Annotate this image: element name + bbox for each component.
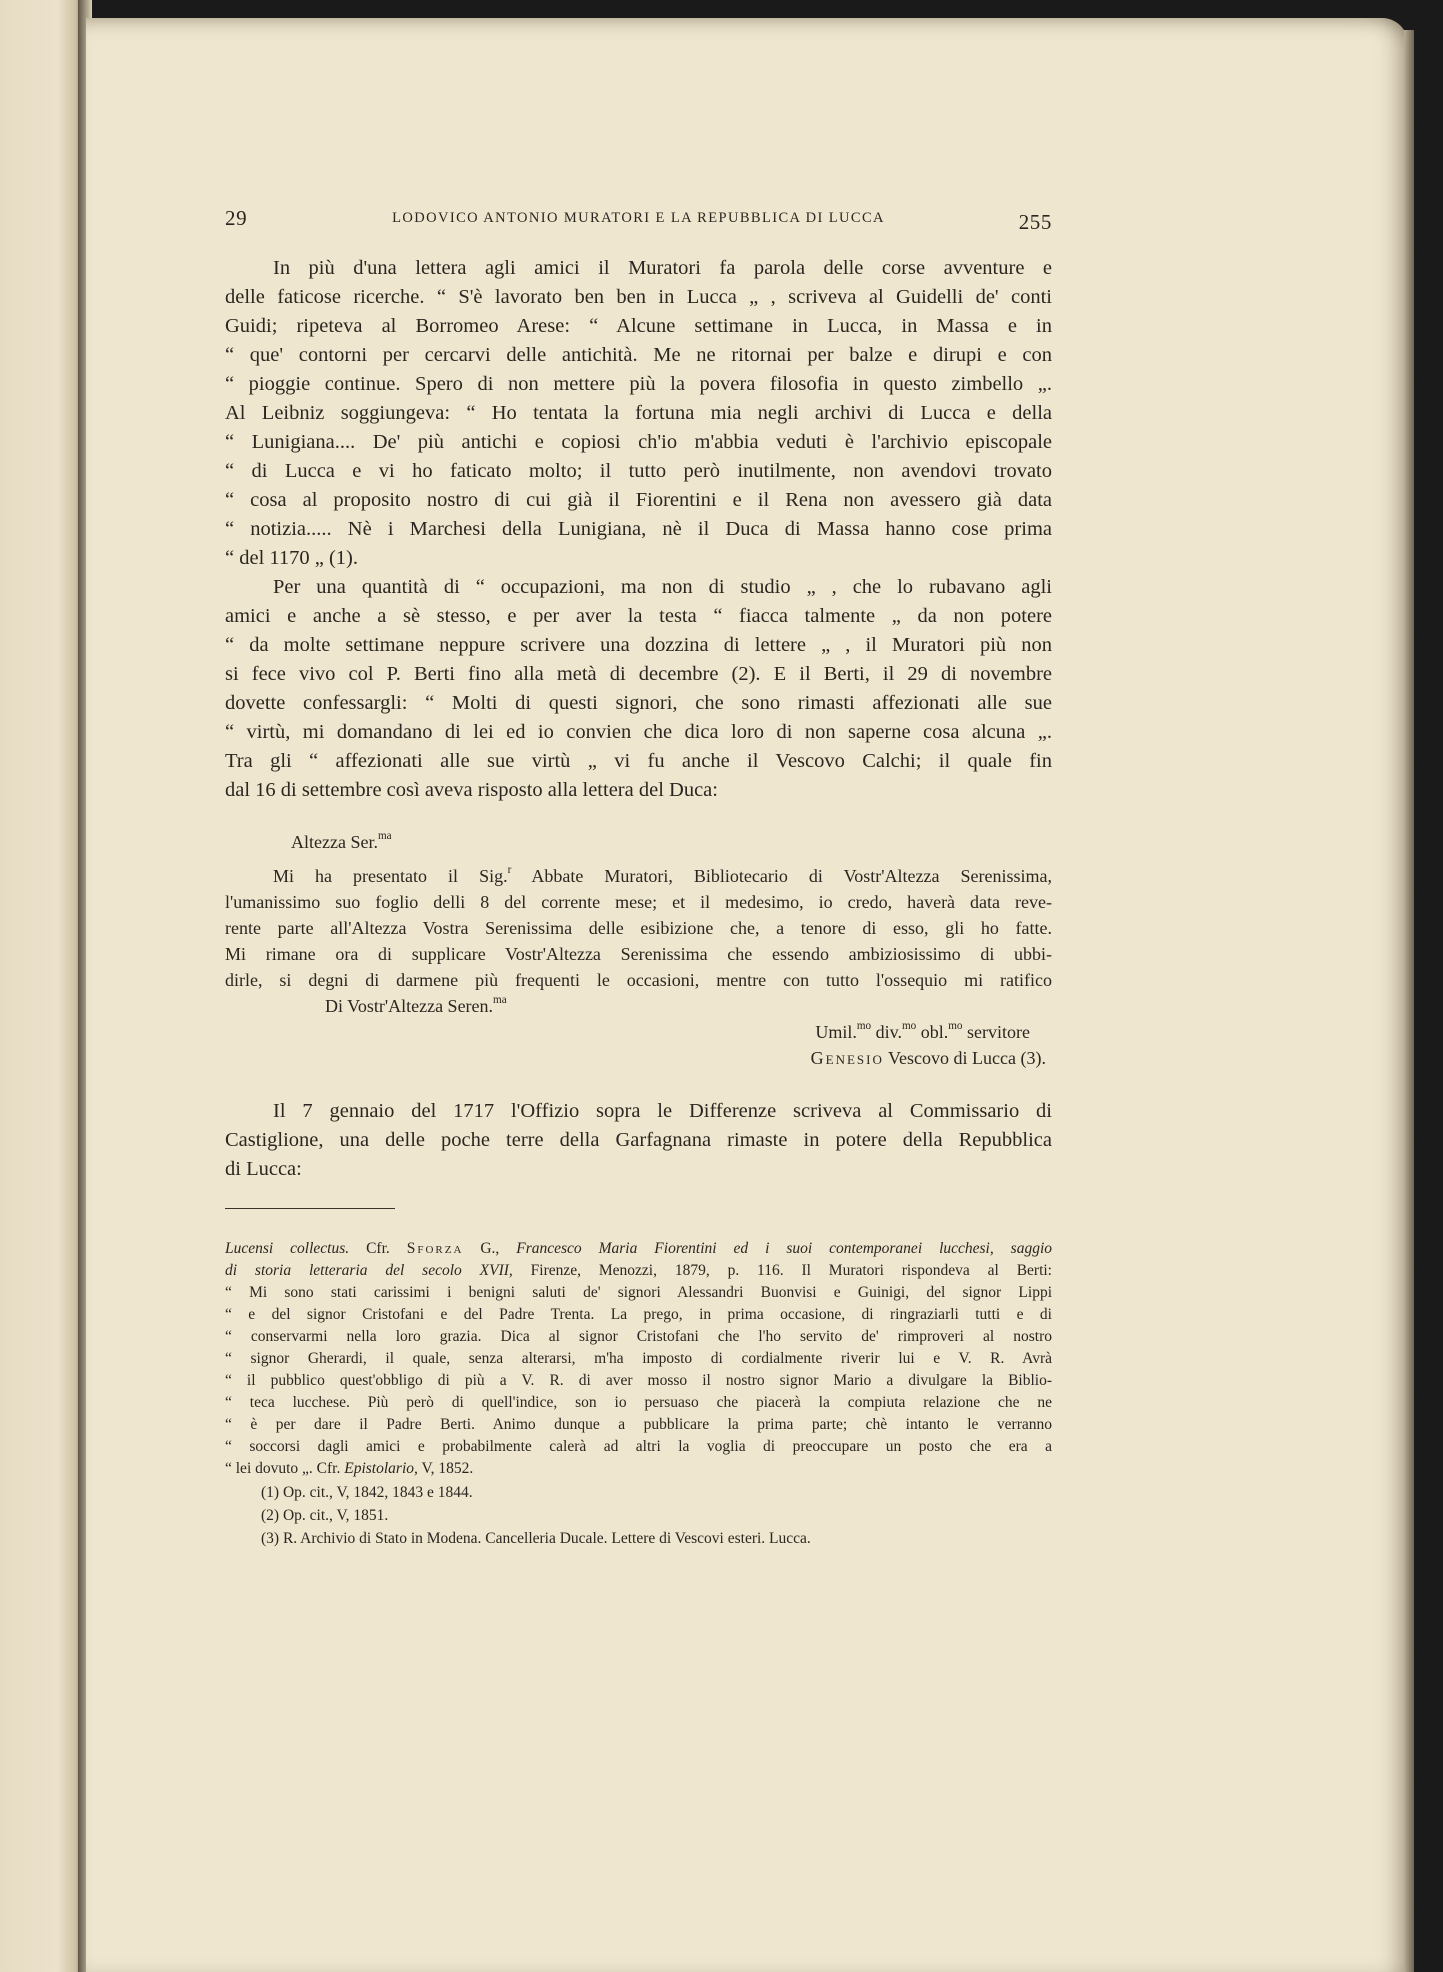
page-number: 255 <box>1018 210 1052 234</box>
body-line: “ virtù, mi domandano di lei ed io convien che dica loro di non saperne cosa alcuna „. <box>225 721 1052 743</box>
body-line: “ pioggie continue. Spero di non mettere più la povera filosofia in questo zimbello „. <box>225 373 1052 395</box>
footnote-1: (1) Op. cit., V, 1842, 1843 e 1844. <box>261 1484 473 1501</box>
body-line: In più d'una lettera agli amici il Muratori fa parola delle corse avventure e <box>273 257 1052 279</box>
running-title: LODOVICO ANTONIO MURATORI E LA REPUBBLICA DI LUCCA <box>392 210 885 226</box>
body-line: di Lucca: <box>225 1158 302 1180</box>
letter-line: dirle, si degni di darmene più frequenti le occasioni, mentre con tutto l'ossequio mi ratifico <box>225 970 1052 990</box>
running-header <box>225 206 1052 232</box>
footnote-line: “ signor Gherardi, il quale, senza alterarsi, m'ha imposto di cordialmente riverir lui e V. R. Avrà <box>225 1350 1052 1367</box>
body-line: “ di Lucca e vi ho faticato molto; il tutto però inutilmente, non avendovi trovato <box>225 460 1052 482</box>
body-line: si fece vivo col P. Berti fino alla metà di decembre (2). E il Berti, il 29 di novembre <box>225 663 1052 685</box>
body-line: Tra gli “ affezionati alle sue virtù „ vi fu anche il Vescovo Calchi; il quale fin <box>225 750 1052 772</box>
letter-line: Mi ha presentato il Sig.$^r$ Abbate Muratori, Bibliotecario di Vostr'Altezza Serenissima, <box>273 864 1052 886</box>
footnote-line: “ conservarmi nella loro grazia. Dica al signor Cristofani che l'ho servito de' rimproveri al nostro <box>225 1328 1052 1345</box>
footnote-2: (2) Op. cit., V, 1851. <box>261 1507 389 1524</box>
footnote-line: “ è per dare il Padre Berti. Animo dunque a pubblicare la prima parte; chè intanto le verranno <box>225 1416 1052 1433</box>
footnote-rule <box>225 1208 395 1209</box>
facing-page-edge <box>0 0 82 1972</box>
footnote-line: “ soccorsi dagli amici e probabilmente calerà ad altri la voglia di preoccupare un posto che era a <box>225 1438 1052 1455</box>
letter-line: l'umanissimo suo foglio delli 8 del corrente mese; et il medesimo, io credo, haverà data reve- <box>225 892 1052 912</box>
body-line: “ Lunigiana.... De' più antichi e copiosi ch'io m'abbia veduti è l'archivio episcopale <box>225 431 1052 453</box>
footnote-line: “ Mi sono stati carissimi i benigni saluti de' signori Alessandri Buonvisi e Guinigi, del signor Lippi <box>225 1284 1052 1301</box>
footnote-line: Lucensi collectus. Cfr. Sforza G., Francesco Maria Fiorentini ed i suoi contemporanei lucchesi, saggio <box>225 1240 1052 1257</box>
body-line: Il 7 gennaio del 1717 l'Offizio sopra le Differenze scriveva al Commissario di <box>273 1100 1052 1122</box>
footnote-line: “ lei dovuto „. Cfr. Epistolario, V, 1852. <box>225 1460 474 1477</box>
body-line: dal 16 di settembre così aveva risposto alla lettera del Duca: <box>225 779 718 801</box>
body-line: “ que' contorni per cercarvi delle antichità. Me ne ritornai per balze e dirupi e con <box>225 344 1052 366</box>
letter-line: Mi rimane ora di supplicare Vostr'Altezza Serenissima che essendo ambiziosissimo di ubbi- <box>225 944 1052 964</box>
signature-number: 29 <box>225 206 248 230</box>
footnote-3: (3) R. Archivio di Stato in Modena. Cancelleria Ducale. Lettere di Vescovi esteri. Lucca. <box>261 1530 811 1547</box>
body-line: Guidi; ripeteva al Borromeo Arese: “ Alcune settimane in Lucca, in Massa e in <box>225 315 1052 337</box>
body-line: “ da molte settimane neppure scrivere una dozzina di lettere „ , il Muratori più non <box>225 634 1052 656</box>
footnote-line: di storia letteraria del secolo XVII, Firenze, Menozzi, 1879, p. 116. Il Muratori rispondeva al Berti: <box>225 1262 1052 1279</box>
footnote-line: “ e del signor Cristofani e del Padre Trenta. La prego, in prima occasione, di ringraziarli tutti e di <box>225 1306 1052 1323</box>
body-line: “ cosa al proposito nostro di cui già il Fiorentini e il Rena non avessero già data <box>225 489 1052 511</box>
body-line: Castiglione, una delle poche terre della Garfagnana rimaste in potere della Repubblica <box>225 1129 1052 1151</box>
letter-signature: Genesio Vescovo di Lucca (3). <box>810 1048 1046 1068</box>
page-stack-edge <box>1404 30 1414 1972</box>
body-line: dovette confessargli: “ Molti di questi signori, che sono rimasti affezionati alle sue <box>225 692 1052 714</box>
letter-closing: Di Vostr'Altezza Seren.$^{ma}$ <box>325 994 507 1016</box>
letter-salutation: Altezza Ser.$^{ma}$ <box>291 830 392 852</box>
letter-sign-title: Umil.$^{mo}$ div.$^{mo}$ obl.$^{mo}$ servitore <box>815 1020 1030 1042</box>
body-line: “ del 1170 „ (1). <box>225 547 359 569</box>
footnote-line: “ teca lucchese. Più però di quell'indice, son io persuaso che piacerà la compiuta relazione che ne <box>225 1394 1052 1411</box>
letter-line: rente parte all'Altezza Vostra Serenissima delle esibizione che, a tenore di esso, gli ho fatte. <box>225 918 1052 938</box>
footnote-line: “ il pubblico quest'obbligo di più a V. R. di aver mosso il nostro signor Mario a divulgare la Biblio- <box>225 1372 1052 1389</box>
body-line: “ notizia..... Nè i Marchesi della Lunigiana, nè il Duca di Massa hanno cose prima <box>225 518 1052 540</box>
body-line: Per una quantità di “ occupazioni, ma non di studio „ , che lo rubavano agli <box>273 576 1052 598</box>
body-line: delle faticose ricerche. “ S'è lavorato ben ben in Lucca „ , scriveva al Guidelli de' conti <box>225 286 1052 308</box>
body-line: amici e anche a sè stesso, e per aver la testa “ fiacca talmente „ da non potere <box>225 605 1052 627</box>
body-line: Al Leibniz soggiungeva: “ Ho tentata la fortuna mia negli archivi di Lucca e della <box>225 402 1052 424</box>
